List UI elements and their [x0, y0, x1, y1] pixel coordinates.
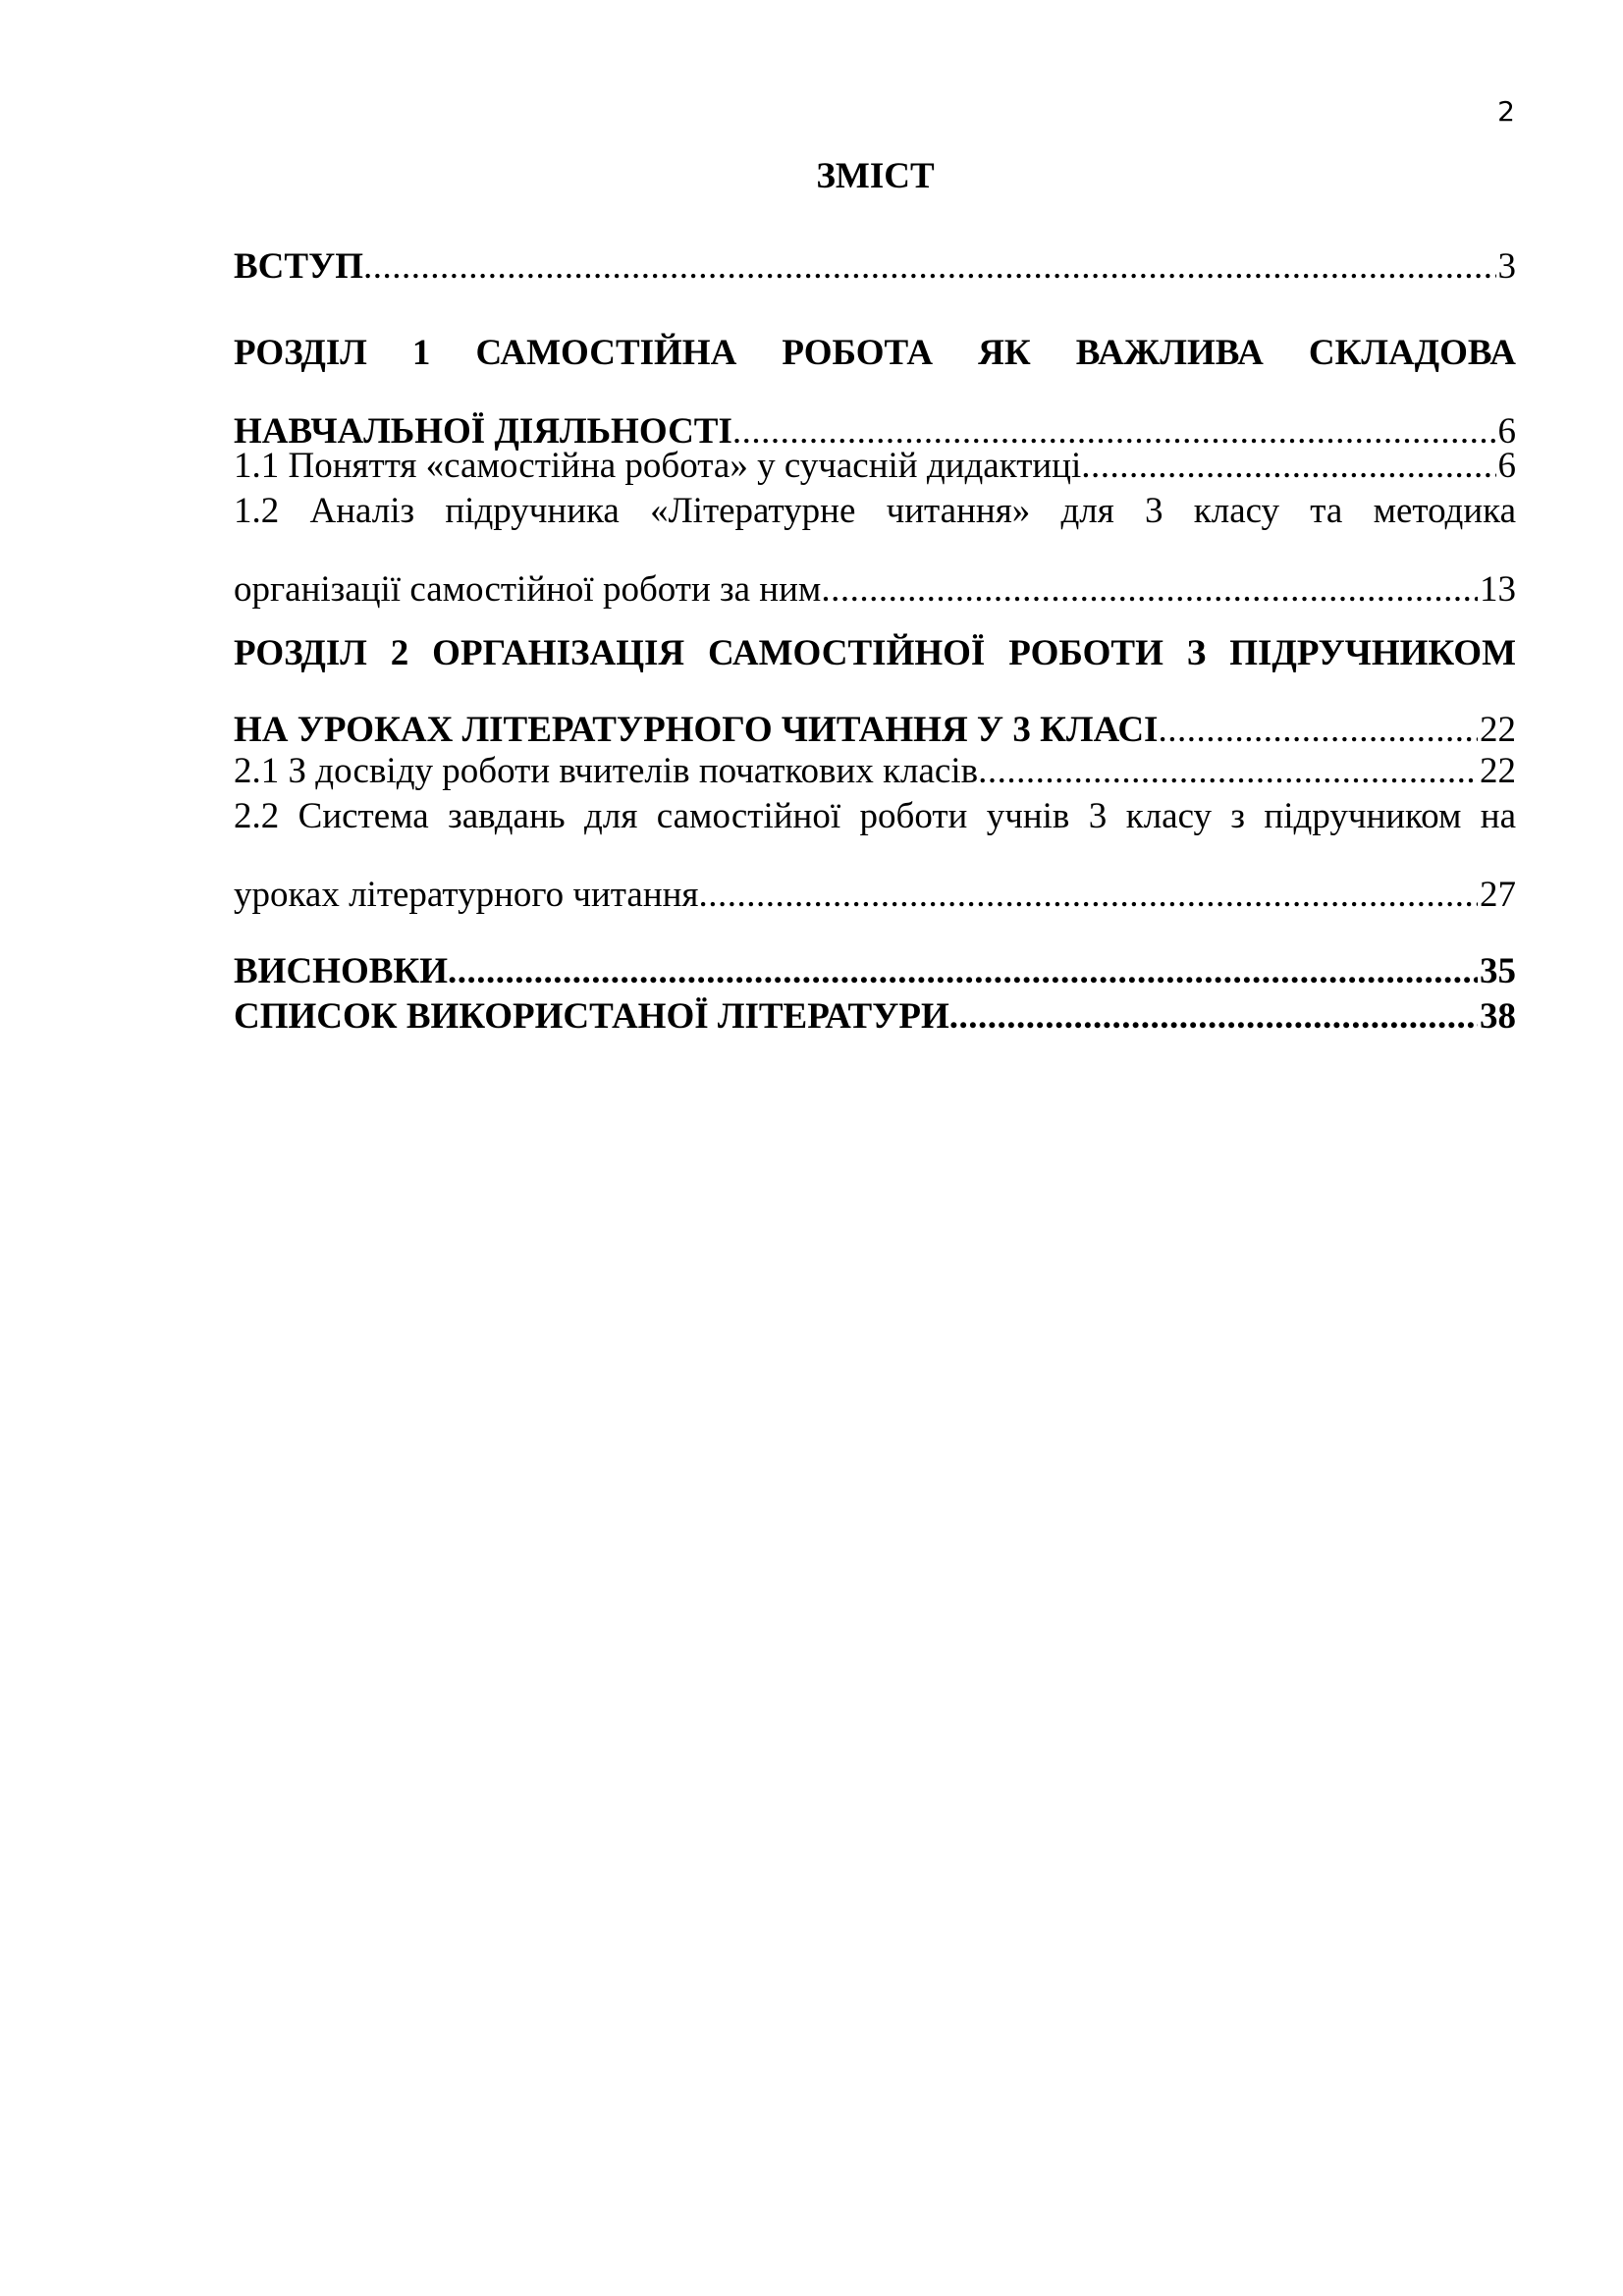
- toc-entry-page: 22: [1480, 710, 1516, 750]
- toc-leader-dots: [1081, 445, 1495, 488]
- toc-leader-dots: [821, 568, 1478, 612]
- toc-entry-references[interactable]: [234, 995, 1516, 1039]
- toc-entry-page: 22: [1480, 751, 1516, 791]
- toc-entry-text-line2: НАВЧАЛЬНОЇ ДІЯЛЬНОСТІ: [234, 411, 732, 452]
- toc-entry-page: 13: [1480, 569, 1516, 610]
- toc-entry-text-line1: РОЗДІЛ 1 САМОСТІЙНА РОБОТА ЯК ВАЖЛИВА СКЛАДОВА: [234, 333, 1516, 373]
- toc-entry-chapter-1[interactable]: [234, 332, 1516, 454]
- toc-entry-chapter-2[interactable]: [234, 632, 1516, 752]
- toc-leader-dots: [698, 874, 1478, 917]
- toc-entry-intro[interactable]: [234, 245, 1516, 289]
- toc-leader-dots: [363, 245, 1495, 289]
- toc-leader-dots: [1158, 709, 1478, 752]
- toc-entry-page: 38: [1480, 996, 1516, 1037]
- toc-entry-text-line2: уроках літературного читання: [234, 875, 699, 915]
- toc-entry-text-line2: НА УРОКАХ ЛІТЕРАТУРНОГО ЧИТАННЯ У 3 КЛАСІ: [234, 710, 1159, 750]
- toc-title: ЗМІСТ: [816, 156, 935, 196]
- toc-entry-section-1-2[interactable]: [234, 490, 1516, 612]
- toc-leader-dots: [978, 750, 1478, 793]
- toc-entry-conclusions[interactable]: [234, 950, 1516, 993]
- toc-entry-section-2-2[interactable]: [234, 795, 1516, 917]
- toc-entry-text-line1: 2.2 Система завдань для самостійної роботи учнів 3 класу з підручником на: [234, 796, 1516, 836]
- toc-entry-text: ВИСНОВКИ: [234, 951, 449, 991]
- toc-entry-page: 27: [1480, 875, 1516, 915]
- toc-entry-section-2-1[interactable]: [234, 750, 1516, 793]
- toc-entry-text: СПИСОК ВИКОРИСТАНОЇ ЛІТЕРАТУРИ: [234, 996, 949, 1037]
- toc-entry-text-line1: 1.2 Аналіз підручника «Літературне читання» для 3 класу та методика: [234, 491, 1516, 531]
- toc-entry-page: 3: [1497, 246, 1516, 287]
- toc-entry-page: 6: [1497, 411, 1516, 452]
- toc-entry-page: 35: [1480, 951, 1516, 991]
- toc-entry-text: 2.1 З досвіду роботи вчителів початкових класів: [234, 751, 979, 791]
- toc-leader-dots: [949, 995, 1478, 1039]
- toc-entry-page: 6: [1497, 446, 1516, 486]
- toc-leader-dots: [448, 950, 1478, 993]
- toc-entry-text: ВСТУП: [234, 246, 364, 287]
- toc-entry-section-1-1[interactable]: [234, 445, 1516, 488]
- page-number: 2: [1497, 95, 1515, 128]
- toc-entry-text-line2: організації самостійної роботи за ним: [234, 569, 822, 610]
- toc-entry-text: 1.1 Поняття «самостійна робота» у сучасній дидактиці: [234, 446, 1082, 486]
- toc-entry-text-line1: РОЗДІЛ 2 ОРГАНІЗАЦІЯ САМОСТІЙНОЇ РОБОТИ З ПІДРУЧНИКОМ: [234, 633, 1516, 673]
